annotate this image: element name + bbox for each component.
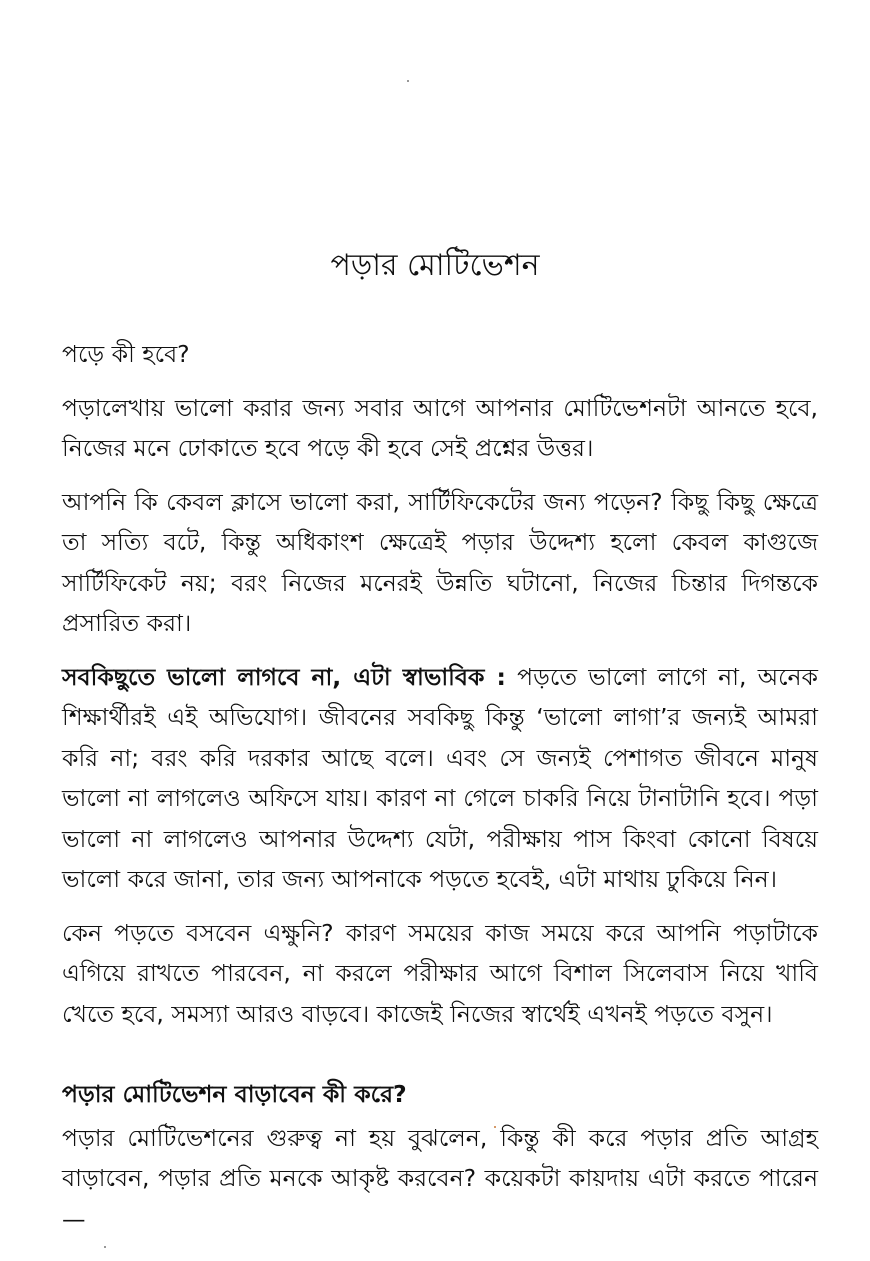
paragraph-3-body: পড়তে ভালো লাগে না, অনেক শিক্ষার্থীরই এই অভিযোগ। জীবনের সবকিছু কিন্তু ‘ভালো লাগা’র জন্যই আমরা করি না; বরং করি দরকার আছে বলে। এবং সে জন্যই পেশাগত জীবনে মানুষ ভালো না লাগলেও অফিসে যায়। কারণ না গেলে চাকরি নিয়ে টানাটানি হবে। পড়া ভালো না লাগলেও আপনার উদ্দেশ্য যেটা, পরীক্ষায় পাস কিংবা কোনো বিষয়ে ভালো করে জানা, তার জন্য আপনাকে পড়তে হবেই, এটা মাথায় ঢুকিয়ে নিন। <box>62 662 818 893</box>
section-subheading: পড়ার মোটিভেশন বাড়াবেন কী করে? <box>62 1080 407 1108</box>
page-title: পড়ার মোটিভেশন <box>330 248 540 283</box>
paragraph-5: পড়ার মোটিভেশনের গুরুত্ব না হয় বুঝলেন, কিন্তু কী করে পড়ার প্রতি আগ্রহ বাড়াবেন, পড়ার প্রতি মনকে আকৃষ্ট করবেন? কয়েকটা কায়দায় এটা করতে পারেন— <box>62 1123 818 1233</box>
paragraph-2: আপনি কি কেবল ক্লাসে ভালো করা, সার্টিফিকেটের জন্য পড়েন? কিছু কিছু ক্ষেত্রে তা সত্যি বটে, কিন্তু অধিকাংশ ক্ষেত্রেই পড়ার উদ্দেশ্য হলো কেবল কাগুজে সার্টিফিকেট নয়; বরং নিজের মনেরই উন্নতি ঘটানো, নিজের চিন্তার দিগন্তকে প্রসারিত করা। <box>62 487 818 637</box>
question-heading: পড়ে কী হবে? <box>62 340 190 368</box>
paragraph-4: কেন পড়তে বসবেন এক্ষুনি? কারণ সময়ের কাজ সময়ে করে আপনি পড়াটাকে এগিয়ে রাখতে পারবেন, না করলে পরীক্ষার আগে বিশাল সিলেবাস নিয়ে খাবি খেতে হবে, সমস্যা আরও বাড়বে। কাজেই নিজের স্বার্থেই এখনই পড়তে বসুন। <box>62 918 818 1028</box>
paragraph-3-lead: সবকিছুতে ভালো লাগবে না, এটা স্বাভাবিক : <box>62 662 506 691</box>
page-body <box>62 334 818 1252</box>
paragraph-3 <box>62 657 818 900</box>
scan-speck <box>407 80 409 82</box>
paragraph-1: পড়ালেখায় ভালো করার জন্য সবার আগে আপনার মোটিভেশনটা আনতে হবে, নিজের মনে ঢোকাতে হবে পড়ে কী হবে সেই প্রশ্নের উত্তর। <box>62 393 818 462</box>
